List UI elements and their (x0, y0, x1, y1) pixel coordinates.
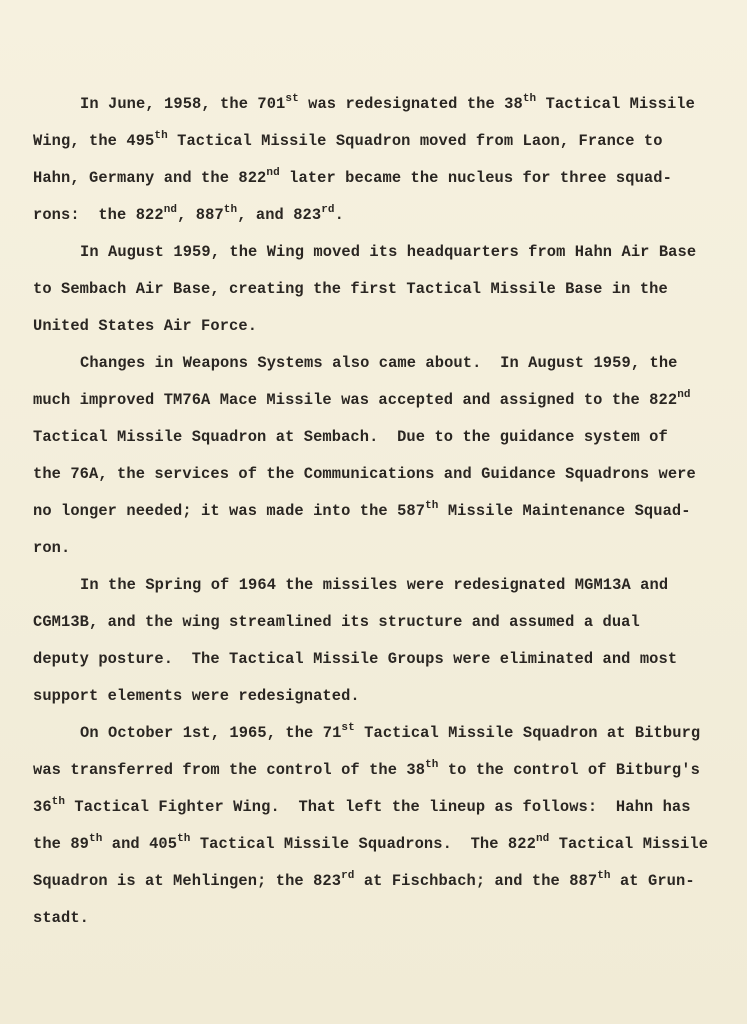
text-run: deputy posture. The Tactical Missile Groups were eliminated and most (33, 650, 678, 668)
text-run: later became the nucleus for three squad- (279, 169, 672, 187)
text-run: the 76A, the services of the Communications and Guidance Squadrons were (33, 465, 696, 483)
text-run: Tactical Missile Squadrons. The 822 (190, 835, 536, 853)
text-line (33, 123, 713, 160)
text-line (33, 160, 713, 197)
text-line (33, 234, 713, 271)
text-run: 36 (33, 798, 52, 816)
superscript: th (223, 204, 238, 216)
text-line (33, 789, 713, 826)
text-line (33, 678, 713, 715)
paragraph (33, 715, 713, 937)
superscript: th (522, 93, 537, 105)
text-line (33, 641, 713, 678)
text-run: was redesignated the 38 (298, 95, 523, 113)
superscript: th (51, 796, 66, 808)
superscript: nd (266, 167, 280, 179)
text-run: Tactical Missile Squadron at Sembach. Due to the guidance system of (33, 428, 668, 446)
superscript: th (425, 759, 439, 771)
superscript: st (341, 722, 355, 734)
text-run: stadt. (33, 909, 90, 927)
superscript: th (177, 833, 191, 845)
text-line (33, 456, 713, 493)
text-line (33, 382, 713, 419)
text-run: rons: the 822 (33, 206, 164, 224)
text-line (33, 419, 713, 456)
superscript: th (425, 500, 439, 512)
text-run: the 89 (33, 835, 90, 853)
text-line (33, 715, 713, 752)
document-body (33, 86, 713, 937)
text-line (33, 863, 713, 900)
text-run: support elements were redesignated. (33, 687, 360, 705)
text-run: ron. (33, 539, 71, 557)
text-run: Changes in Weapons Systems also came about. In August 1959, the (80, 354, 678, 372)
superscript: th (597, 870, 611, 882)
text-run: to Sembach Air Base, creating the first Tactical Missile Base in the (33, 280, 668, 298)
superscript: th (89, 833, 103, 845)
text-run: Tactical Missile (549, 835, 709, 853)
text-run: Missile Maintenance Squad- (438, 502, 691, 520)
text-run: In the Spring of 1964 the missiles were redesignated MGM13A and (80, 576, 669, 594)
text-run: much improved TM76A Mace Missile was accepted and assigned to the 822 (33, 391, 678, 409)
text-line (33, 530, 713, 567)
text-run: Tactical Missile Squadron at Bitburg (354, 724, 701, 742)
text-line (33, 604, 713, 641)
text-line (33, 900, 713, 937)
text-run: In June, 1958, the 701 (80, 95, 286, 113)
text-run: Tactical Fighter Wing. That left the lineup as follows: Hahn has (65, 798, 691, 816)
superscript: nd (163, 204, 178, 216)
text-run: In August 1959, the Wing moved its headquarters from Hahn Air Base (80, 243, 697, 261)
text-run: United States Air Force. (33, 317, 258, 335)
text-run: Squadron is at Mehlingen; the 823 (33, 872, 342, 890)
text-line (33, 567, 713, 604)
paragraph (33, 86, 713, 234)
paragraph (33, 345, 713, 567)
text-run: , and 823 (237, 206, 322, 224)
text-run: . (334, 206, 344, 224)
text-run: , 887 (177, 206, 224, 224)
paragraph (33, 234, 713, 345)
text-run: On October 1st, 1965, the 71 (80, 724, 342, 742)
text-run: at Fischbach; and the 887 (354, 872, 598, 890)
text-run: and 405 (102, 835, 178, 853)
superscript: nd (677, 389, 691, 401)
text-line (33, 197, 713, 234)
superscript: th (154, 130, 168, 142)
text-line (33, 308, 713, 345)
text-line (33, 826, 713, 863)
text-line (33, 493, 713, 530)
text-run: Hahn, Germany and the 822 (33, 169, 267, 187)
text-run: no longer needed; it was made into the 587 (33, 502, 426, 520)
text-line (33, 345, 713, 382)
text-run: Tactical Missile (536, 95, 695, 113)
superscript: st (285, 93, 299, 105)
superscript: rd (341, 870, 355, 882)
text-line (33, 86, 713, 123)
text-run: Wing, the 495 (33, 132, 155, 150)
text-run: to the control of Bitburg's (438, 761, 700, 779)
text-run: at Grun- (610, 872, 695, 890)
superscript: rd (321, 204, 335, 216)
text-run: was transferred from the control of the 38 (33, 761, 426, 779)
superscript: nd (535, 833, 550, 845)
text-line (33, 752, 713, 789)
paragraph (33, 567, 713, 715)
text-run: Tactical Missile Squadron moved from Laon, France to (167, 132, 663, 150)
text-line (33, 271, 713, 308)
text-run: CGM13B, and the wing streamlined its structure and assumed a dual (33, 613, 640, 631)
